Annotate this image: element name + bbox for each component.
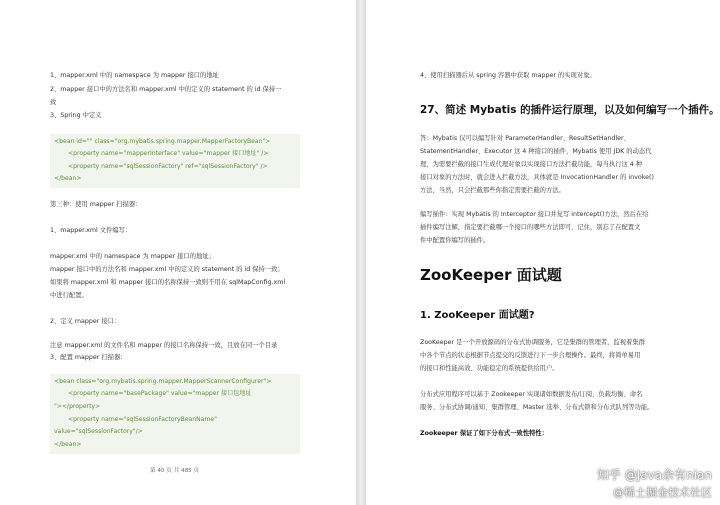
left-page: [0, 0, 356, 505]
text-line: 服务、分布式协调/通知、集群管理、Master 选举、分布式锁和分布式队列等功能。: [420, 404, 654, 411]
page-number: 第 40 页 共 485 页: [150, 468, 200, 474]
text-line: 2、定义 mapper 接口：: [50, 318, 121, 325]
text-line: 如果将 mapper.xml 和 mapper 接口的名称保持一致则不用在 sqlMapConfig.xml: [50, 279, 286, 286]
text-line: 方法，当然，只会拦截那些你指定需要拦截的方法。: [420, 187, 565, 194]
text-line: 插件编写注解，指定要拦截哪一个接口的哪些方法即可，记住，别忘了在配置文: [420, 224, 641, 231]
text-line: 中各个节点的状态根据节点提交的反馈进行下一步合理操作。最终，将简单易用: [420, 352, 641, 359]
code-block: [50, 374, 300, 454]
text-line: 1、mapper.xml 中的 namespace 为 mapper 接口的地址: [50, 72, 219, 79]
code-line: <bean id="" class="org.mybatis.spring.mapper.MapperFactoryBean">: [54, 138, 271, 145]
text-line: 1、mapper.xml 文件编写：: [50, 227, 132, 234]
code-block: [50, 134, 300, 188]
text-line: 第三种：使用 mapper 扫描器：: [50, 201, 142, 208]
text-line: ZooKeeper 是一个开放源码的分布式协调服务，它是集群的管理者，监视着集群: [420, 339, 645, 346]
text-line: mapper.xml 中的 namespace 为 mapper 接口的地址；: [50, 253, 215, 260]
text-line: 2、mapper 接口中的方法名和 mapper.xml 中的定义的 statement 的 id 保持一: [50, 86, 282, 93]
watermark-zhihu: 知乎 @Java余有nian: [596, 468, 712, 482]
code-line: <property name="sqlSessionFactory" ref="sqlSessionFactory" />: [68, 163, 268, 170]
code-line: <bean class="org.mybatis.spring.mapper.MapperScannerConfigurer">: [54, 378, 272, 385]
code-line: <property name="sqlSessionFactoryBeanName": [68, 416, 217, 423]
code-line: </bean>: [54, 441, 82, 448]
code-line: <property name="basePackage" value="mapper 接口包地址: [68, 390, 252, 397]
text-line: 4、使用扫描器后从 spring 容器中获取 mapper 的实现对象。: [420, 72, 596, 79]
code-line: value="sqlSessionFactory"/>: [54, 428, 143, 435]
sub-heading: 1. ZooKeeper 面试题?: [420, 310, 535, 321]
chapter-title: ZooKeeper 面试题: [420, 266, 562, 284]
text-line: 答：Mybatis 仅可以编写针对 ParameterHandler、ResultSetHandler、: [420, 135, 630, 142]
text-line: 理，为需要拦截的接口生成代理对象以实现接口方法拦截功能，每当执行这 4 种: [420, 161, 643, 168]
text-line: 分布式应用程序可以基于 Zookeeper 实现诸如数据发布/订阅、负载均衡、命名: [420, 391, 643, 398]
text-line: 的接口和性能高效、功能稳定的系统提供给用户。: [420, 365, 559, 372]
watermark-juejin: @稀土掘金技术社区: [613, 486, 712, 499]
text-line: 接口对象的方法时，就会进入拦截方法，具体就是 InvocationHandler 的 invoke(): [420, 174, 654, 181]
text-line: mapper 接口中的方法名和 mapper.xml 中的定义的 statement 的 id 保持一致；: [50, 266, 284, 273]
text-line: 3、配置 mapper 扫描器：: [50, 354, 127, 361]
text-line: 中进行配置。: [50, 292, 88, 299]
bold-text-line: Zookeeper 保证了如下分布式一致性特性：: [420, 430, 549, 437]
code-line: <property name="mapperInterface" value="mapper 接口地址" />: [68, 150, 269, 157]
text-line: 编写插件：实现 Mybatis 的 Interceptor 接口并复写 intercept()方法，然后在给: [420, 211, 649, 218]
section-heading: 27、简述 Mybatis 的插件运行原理，以及如何编写一个插件。: [420, 104, 720, 116]
code-line: "></property>: [54, 403, 101, 410]
right-page: [366, 0, 720, 505]
code-line: </bean>: [54, 175, 82, 182]
text-line: 3、Spring 中定义: [50, 112, 102, 119]
text-line: 致: [50, 99, 57, 106]
text-line: 件中配置你编写的插件。: [420, 237, 490, 244]
page-gutter: [356, 0, 366, 505]
text-line: StatementHandler、Executor 这 4 种接口的插件，Mybatis 使用 JDK 的动态代: [420, 148, 652, 155]
text-line: 注意 mapper.xml 的文件名和 mapper 的接口名称保持一致，且放在同一个目录: [50, 342, 278, 349]
